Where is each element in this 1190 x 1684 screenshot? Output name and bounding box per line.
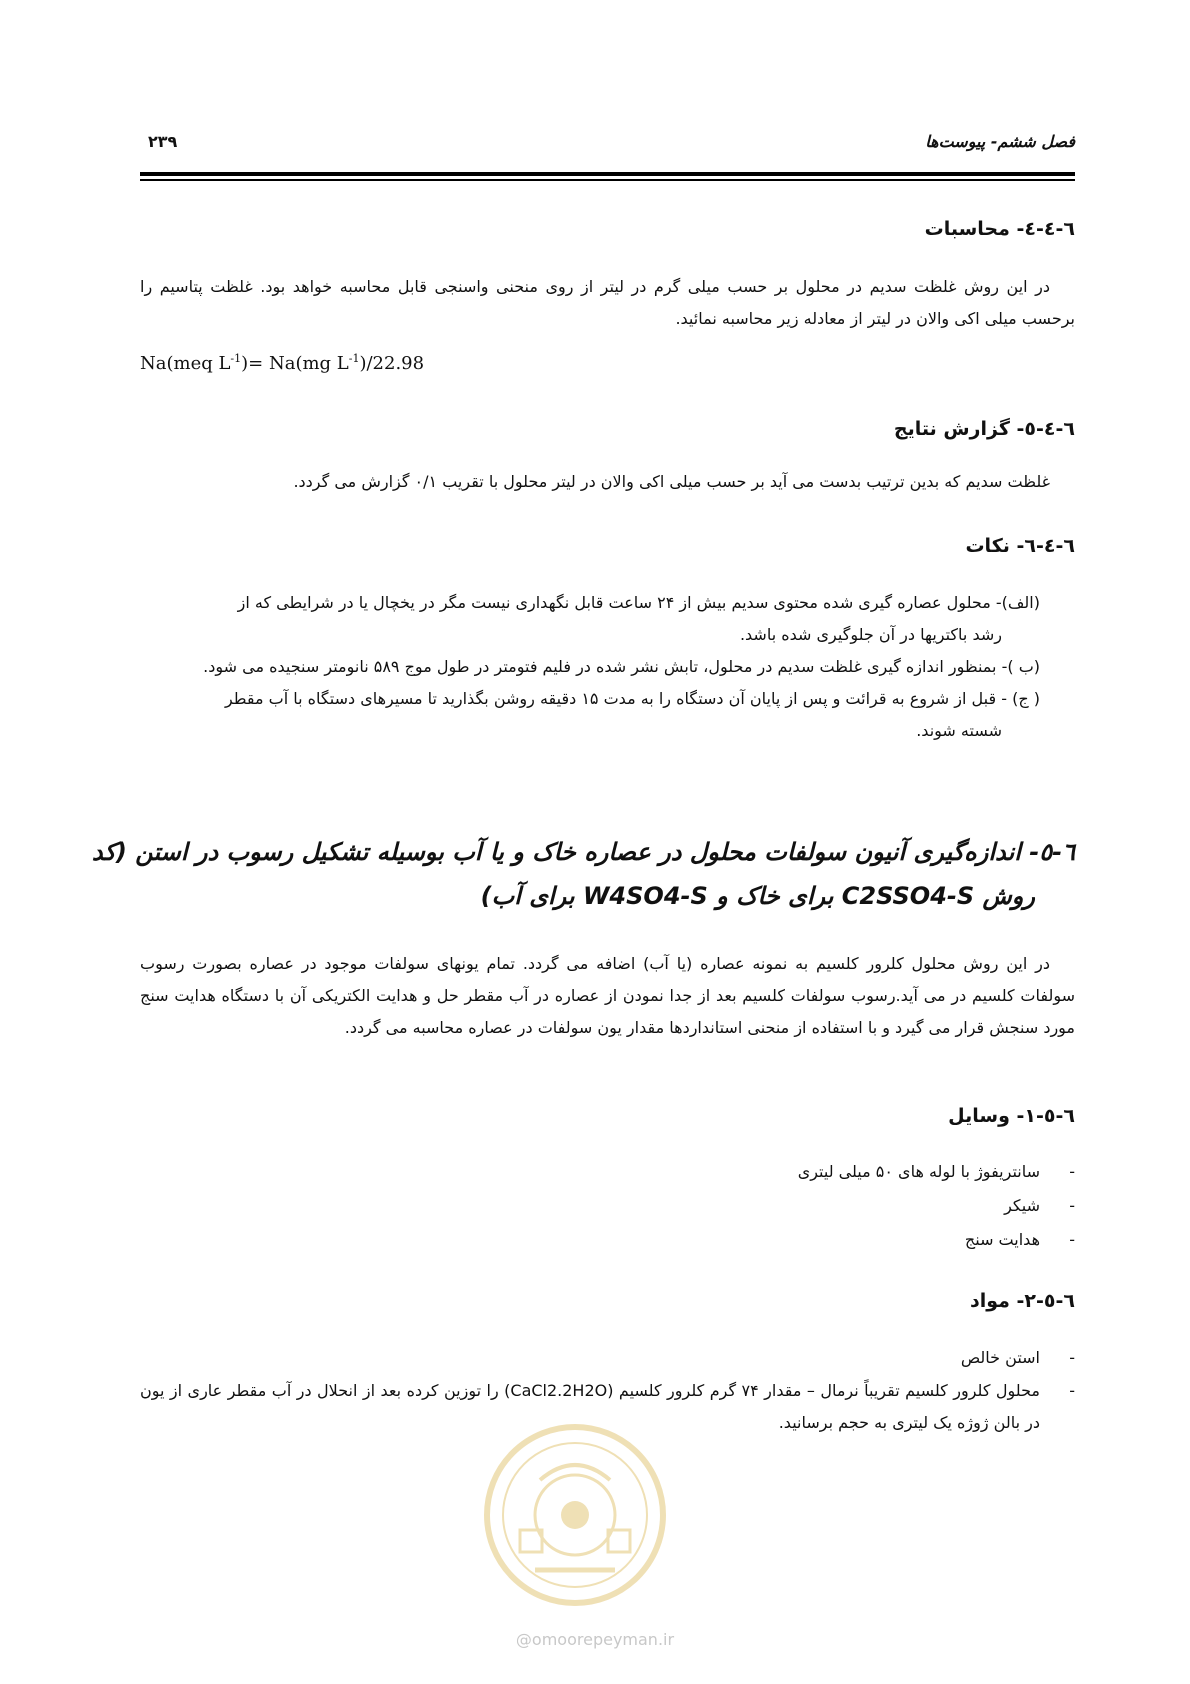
equipment-conductivity-meter: هدایت سنج bbox=[964, 1230, 1040, 1249]
watermark-text: @omoorepeyman.ir bbox=[515, 1630, 675, 1649]
note-alef bbox=[140, 587, 1040, 651]
equation-sup-2: -1 bbox=[348, 352, 360, 365]
list-item-acetone: - استن خالص bbox=[960, 1348, 1075, 1367]
material-acetone: استن خالص bbox=[960, 1348, 1040, 1367]
list-item-conductivity-meter: - هدایت سنج bbox=[964, 1230, 1075, 1249]
paragraph-report: غلظت سدیم که بدین ترتیب بدست می آید بر حسب میلی اکی والان در لیتر محلول با تقریب ۰/۱ گزارش می گردد. bbox=[293, 472, 1050, 491]
list-item-calcium-chloride: - محلول کلرور کلسیم تقریباً نرمال – مقدار ۷۴ گرم کلرور کلسیم (CaCl2.2H2O) را توزین کرده بعد از انحلال در آب مقطر عاری از یون در بالن ژوژه یک لیتری به حجم برسانید. bbox=[140, 1381, 1075, 1432]
heading-6-5-1: ٦-٥-١- وسایل bbox=[948, 1105, 1075, 1127]
equation-part-3: )/22.98 bbox=[359, 353, 425, 374]
heading-6-5-line-1: ٦-٥- اندازه‌گیری آنیون سولفات محلول در عصاره خاک و یا آب بوسیله تشکیل رسوب در استن (کد bbox=[91, 838, 1075, 866]
sodium-equation bbox=[140, 352, 424, 374]
paragraph-calculations: در این روش غلظت سدیم در محلول بر حسب میلی گرم در لیتر از روی منحنی واسنجی قابل محاسبه خواهد بود. غلظت پتاسیم را برحسب میلی اکی والان در لیتر از معادله زیر محاسبه نمائید. bbox=[140, 277, 1075, 328]
equation-sup-1: -1 bbox=[230, 352, 242, 365]
note-be bbox=[140, 651, 1040, 683]
heading-6-4-6: ٦-٤-٦- نکات bbox=[965, 535, 1075, 557]
watermark-seal-icon bbox=[480, 1420, 670, 1610]
note-alef-line-2: رشد باکتریها در آن جلوگیری شده باشد. bbox=[739, 625, 1002, 644]
heading-6-5 bbox=[91, 830, 1075, 918]
heading-6-5-2: ٦-٥-٢- مواد bbox=[969, 1290, 1075, 1312]
note-jim-line-2: شسته شوند. bbox=[916, 721, 1002, 740]
note-jim-line-1: ( ج) - قبل از شروع به قرائت و پس از پایان آن دستگاه را به مدت ۱۵ دقیقه روشن بگذارید تا مسیرهای دستگاه با آب مقطر bbox=[224, 689, 1040, 708]
heading-6-5-line-2: روش C2SSO4-S برای خاک و W4SO4-S برای آب) bbox=[480, 882, 1035, 910]
note-be-line-1: (ب )- بمنظور اندازه گیری غلظت سدیم در محلول، تابش نشر شده در فلیم فتومتر در طول موج ۵۸۹ نانومتر سنجیده می شود. bbox=[203, 657, 1040, 676]
header-rule-thick bbox=[140, 172, 1075, 176]
page-number: ۲۳۹ bbox=[148, 132, 178, 151]
equation-part-2: )= Na(mg L bbox=[241, 353, 349, 374]
equipment-shaker: شیکر bbox=[1004, 1196, 1040, 1215]
header-rule-thin bbox=[140, 179, 1075, 181]
chapter-title: فصل ششم- پیوست‌ها bbox=[925, 132, 1075, 151]
note-alef-line-1: (الف)- محلول عصاره گیری شده محتوی سدیم بیش از ۲۴ ساعت قابل نگهداری نیست مگر در یخچال یا در شرایطی که از bbox=[237, 593, 1040, 612]
heading-6-4-5: ٦-٤-٥- گزارش نتایج bbox=[893, 418, 1075, 440]
equation-part-1: Na(meq L bbox=[140, 353, 231, 374]
list-item-shaker: - شیکر bbox=[1004, 1196, 1075, 1215]
paragraph-sulfate-method: در این روش محلول کلرور کلسیم به نمونه عصاره (یا آب) اضافه می گردد. تمام یونهای سولفات موجود در عصاره بصورت رسوب سولفات کلسیم در می آید.رسوب سولفات کلسیم بعد از جدا نمودن از عصاره در آب مقطر حل و هدایت الکتریکی آن با دستگاه هدایت سنج مورد سنجش قرار می گیرد و با استفاده از منحنی استانداردها مقدار یون سولفات در عصاره محاسبه می گردد. bbox=[140, 954, 1075, 1037]
equipment-centrifuge: سانتریفوژ با لوله های ۵۰ میلی لیتری bbox=[797, 1162, 1040, 1181]
note-jim bbox=[140, 683, 1040, 747]
heading-6-4-4: ٦-٤-٤- محاسبات bbox=[924, 218, 1075, 240]
list-item-centrifuge: - سانتریفوژ با لوله های ۵۰ میلی لیتری bbox=[797, 1162, 1075, 1181]
material-calcium-chloride: محلول کلرور کلسیم تقریباً نرمال – مقدار ۷۴ گرم کلرور کلسیم (CaCl2.2H2O) را توزین کرده بعد از انحلال در آب مقطر عاری از یون در بالن ژوژه یک لیتری به حجم برسانید. bbox=[140, 1381, 1040, 1432]
